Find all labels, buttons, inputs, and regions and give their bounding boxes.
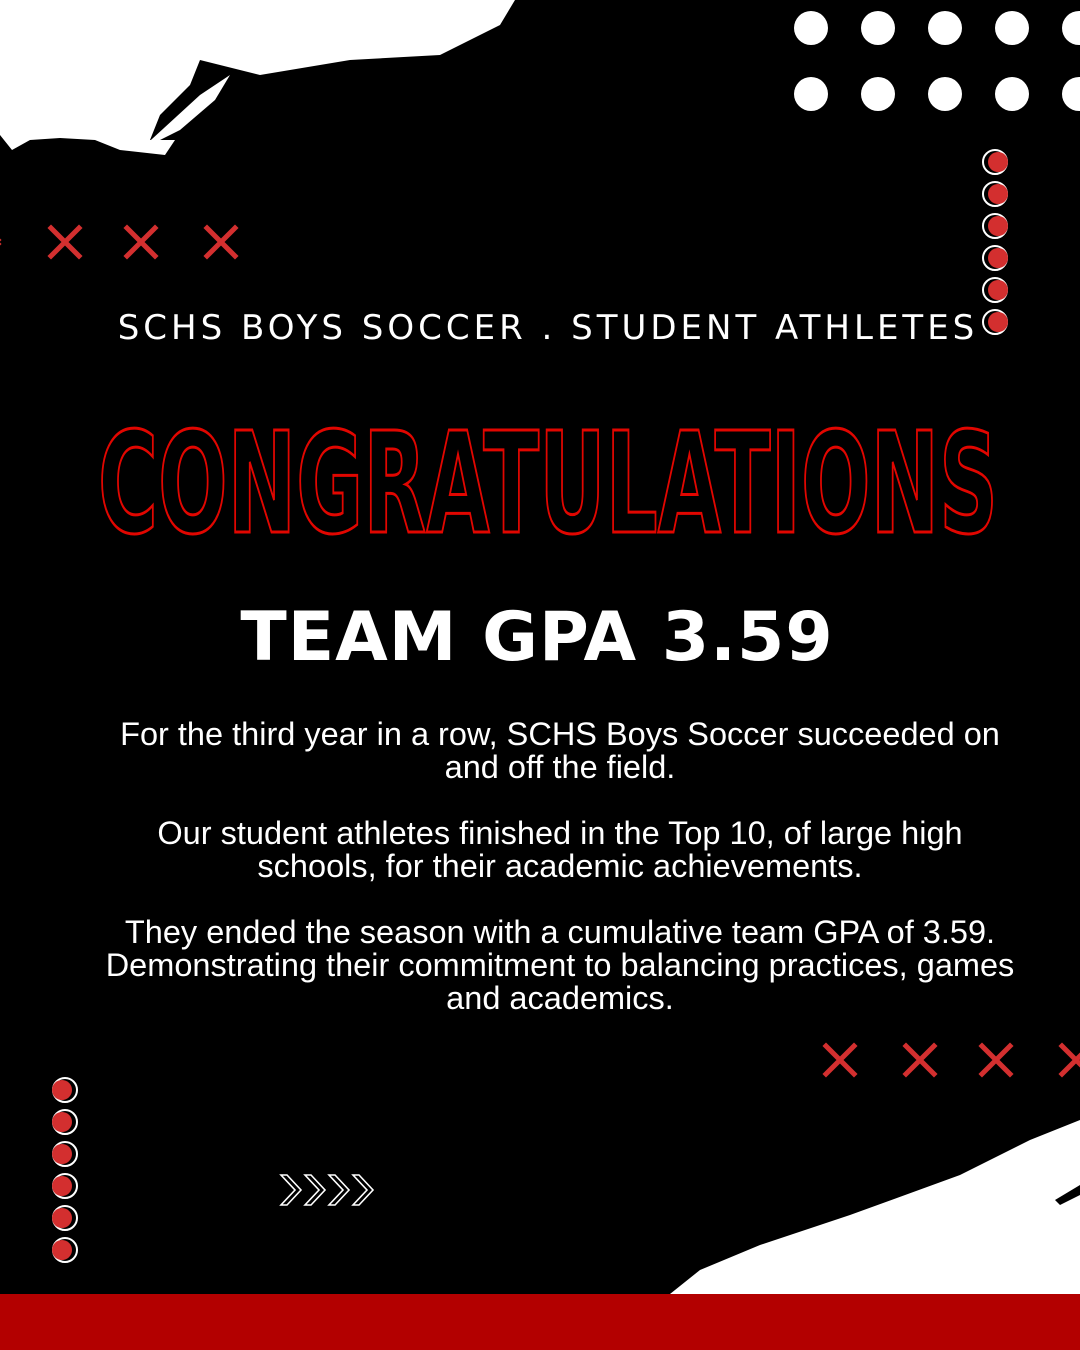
congratulations-headline [0, 400, 1080, 570]
paragraph-cumulative-gpa: They ended the season with a cumulative team GPA of 3.59. Demonstrating their commitment to balancing practices, games and academics. [105, 914, 1015, 1016]
bottom-red-bar [0, 1294, 1080, 1350]
subtitle: SCHS BOYS SOCCER . STUDENT ATHLETES [117, 308, 979, 348]
red-dot-column-right [983, 150, 1008, 334]
paragraph-third-year: For the third year in a row, SCHS Boys Soccer succeeded on and off the field. [120, 716, 1000, 785]
body-text [95, 718, 1025, 1048]
chevron-arrows-icon [281, 1175, 373, 1205]
headline-text: CONGRATULATIONS [98, 403, 998, 566]
paragraph-top-10: Our student athletes finished in the Top 10, of large high schools, for their academic achievements. [157, 815, 963, 884]
red-dot-column-left [52, 1078, 77, 1262]
red-x-marks-bottom [826, 1046, 1080, 1074]
bottom-right-brush-stroke [670, 1120, 1080, 1294]
top-left-brush-stroke [0, 0, 515, 155]
white-dot-grid [794, 11, 1080, 111]
team-gpa-heading: TEAM GPA 3.59 [240, 598, 834, 677]
red-x-marks-top [0, 228, 235, 256]
